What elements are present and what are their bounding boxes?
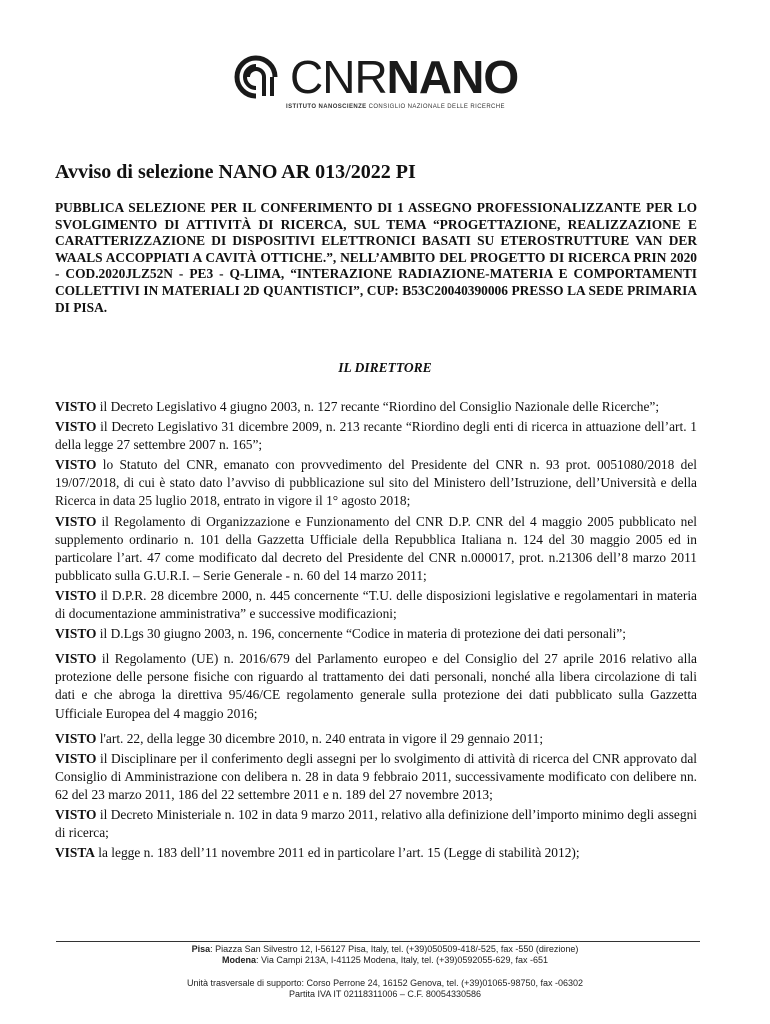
paragraph-keyword: VISTO bbox=[55, 750, 97, 766]
paragraph-text: il Regolamento di Organizzazione e Funzionamento del CNR D.P. CNR del 4 maggio 2005 pubblicato nel supplemento ordinario n. 101 della Gazzetta Ufficiale della Repubblica Italiana n. 124 del 30 maggio 2005 ed in particolare l’art. 47 come modificato dal decreto del Presidente del CNR n.000017, prot. n.21306 dell’8 marzo 2011 pubblicato sulla G.U.R.I. – Serie Generale - n. 60 del 14 marzo 2011; bbox=[55, 513, 697, 583]
paragraph bbox=[55, 844, 697, 862]
paragraph-text: l'art. 22, della legge 30 dicembre 2010, n. 240 entrata in vigore il 29 gennaio 2011; bbox=[96, 730, 544, 746]
paragraph-text: il D.P.R. 28 dicembre 2000, n. 445 concernente “T.U. delle disposizioni legislative e regolamentari in materia di documentazione amministrativa” e successive modificazioni; bbox=[55, 587, 697, 622]
director-heading: IL DIRETTORE bbox=[338, 360, 432, 375]
paragraph-text: il Decreto Ministeriale n. 102 in data 9 marzo 2011, relativo alla definizione dell’importo minimo degli assegni di ricerca; bbox=[55, 806, 697, 841]
paragraph-keyword: VISTO bbox=[55, 457, 97, 473]
paragraph bbox=[55, 418, 697, 454]
paragraph-keyword: VISTA bbox=[55, 845, 95, 861]
paragraph-keyword: VISTO bbox=[55, 513, 97, 529]
paragraph-text: il Disciplinare per il conferimento degli assegni per lo svolgimento di attività di ricerca del CNR approvato dal Consiglio di Amministrazione con delibera n. 28 in data 9 febbraio 2011, successivamente modificato con delibere nn. 62 del 23 marzo 2011, 186 del 22 settembre 2011 e n. 189 del 27 novembre 2013; bbox=[55, 750, 697, 802]
footer-pisa-text: : Piazza San Silvestro 12, I-56127 Pisa, Italy, tel. (+39)050509-418/-525, fax -550 (direzione) bbox=[210, 944, 579, 954]
notice-title: Avviso di selezione NANO AR 013/2022 PI bbox=[55, 161, 416, 183]
paragraph bbox=[55, 730, 697, 748]
footer-modena-line bbox=[0, 955, 770, 966]
paragraph-keyword: VISTO bbox=[55, 651, 97, 667]
paragraph-keyword: VISTO bbox=[55, 419, 97, 435]
logo-subtitle-institute: ISTITUTO NANOSCIENZE bbox=[286, 104, 367, 110]
paragraph-keyword: VISTO bbox=[55, 730, 97, 746]
cnr-nano-logo bbox=[226, 52, 526, 116]
paragraph-text: il Regolamento (UE) n. 2016/679 del Parlamento europeo e del Consiglio del 27 aprile 2016 relativo alla protezione delle persone fisiche con riguardo al trattamento dei dati personali, nonché alla libera circolazione di tali dati e che abroga la direttiva 95/46/CE regolamento generale sulla protezione dei dati pubblicato sulla Gazzetta Ufficiale Europea del 4 maggio 2016; bbox=[55, 651, 697, 721]
footer-pisa-line bbox=[0, 944, 770, 955]
paragraph bbox=[55, 513, 697, 585]
footer-pisa-label: Pisa bbox=[191, 944, 211, 954]
logo-cnr: CNR bbox=[290, 51, 387, 103]
paragraph-keyword: VISTO bbox=[55, 587, 97, 603]
logo-wordmark bbox=[290, 52, 518, 102]
footer-modena-label: Modena bbox=[222, 955, 257, 965]
paragraph bbox=[55, 625, 697, 643]
paragraph bbox=[55, 650, 697, 722]
notice-subject: PUBBLICA SELEZIONE PER IL CONFERIMENTO DI 1 ASSEGNO PROFESSIONALIZZANTE PER LO SVOLGIMENTO DI ATTIVITÀ DI RICERCA, SUL TEMA “PROGETTAZIONE, REALIZZAZIONE E CARATTERIZZAZIONE DI DISPOSITIVI ELETTRONICI BASATI SU ETEROSTRUTTURE VAN DER WAALS ACCOPPIATI A CAVITÀ OTTICHE.”, NELL’AMBITO DEL PROGETTO DI RICERCA PRIN 2020 - COD.2020JLZ52N - PE3 - Q-LIMA, “INTERAZIONE RADIAZIONE-MATERIA E COMPORTAMENTI COLLETTIVI IN MATERIALI 2D QUANTISTICI”, CUP: B53C20040390006 PRESSO LA SEDE PRIMARIA DI PISA. bbox=[55, 200, 697, 315]
logo-subtitle-council: CONSIGLIO NAZIONALE DELLE RICERCHE bbox=[366, 104, 505, 110]
paragraph bbox=[55, 806, 697, 842]
paragraph bbox=[55, 456, 697, 510]
paragraph bbox=[55, 750, 697, 804]
paragraph-keyword: VISTO bbox=[55, 399, 97, 414]
paragraph-text: il D.Lgs 30 giugno 2003, n. 196, concernente “Codice in materia di protezione dei dati personali”; bbox=[96, 626, 626, 642]
paragraph bbox=[55, 587, 697, 623]
footer bbox=[0, 944, 770, 1000]
paragraph-text: lo Statuto del CNR, emanato con provvedimento del Presidente del CNR n. 93 prot. 0051080/2018 del 19/07/2018, di cui è stato dato l’avviso di pubblicazione sul sito del Ministero dell’Istruzione, dell’Università e della Ricerca in data 25 luglio 2018, entrato in vigore il 1° agosto 2018; bbox=[55, 457, 697, 509]
footer-modena-text: : Via Campi 213A, I-41125 Modena, Italy, tel. (+39)0592055-629, fax -651 bbox=[256, 955, 548, 965]
logo-subtitle bbox=[286, 104, 505, 110]
footer-divider bbox=[56, 941, 700, 942]
footer-spacer bbox=[0, 966, 770, 978]
footer-genova-line: Unità trasversale di supporto: Corso Perrone 24, 16152 Genova, tel. (+39)01065-98750, fax -06302 bbox=[187, 978, 583, 988]
logo-nano: NANO bbox=[386, 51, 519, 103]
paragraph-keyword: VISTO bbox=[55, 626, 97, 642]
paragraph-text: il Decreto Legislativo 4 giugno 2003, n. 127 recante “Riordino del Consiglio Nazionale delle Ricerche”; bbox=[96, 399, 660, 414]
paragraph bbox=[55, 398, 697, 416]
body-text bbox=[55, 398, 697, 864]
footer-vat-line: Partita IVA IT 02118311006 – C.F. 80054330586 bbox=[289, 989, 481, 999]
cnr-logo-mark-icon bbox=[226, 52, 288, 102]
paragraph-text: la legge n. 183 dell’11 novembre 2011 ed in particolare l’art. 15 (Legge di stabilità 2012); bbox=[94, 845, 580, 861]
paragraph-keyword: VISTO bbox=[55, 806, 97, 822]
paragraph-text: il Decreto Legislativo 31 dicembre 2009, n. 213 recante “Riordino degli enti di ricerca in attuazione dell’art. 1 della legge 27 settembre 2007 n. 165”; bbox=[55, 419, 697, 453]
